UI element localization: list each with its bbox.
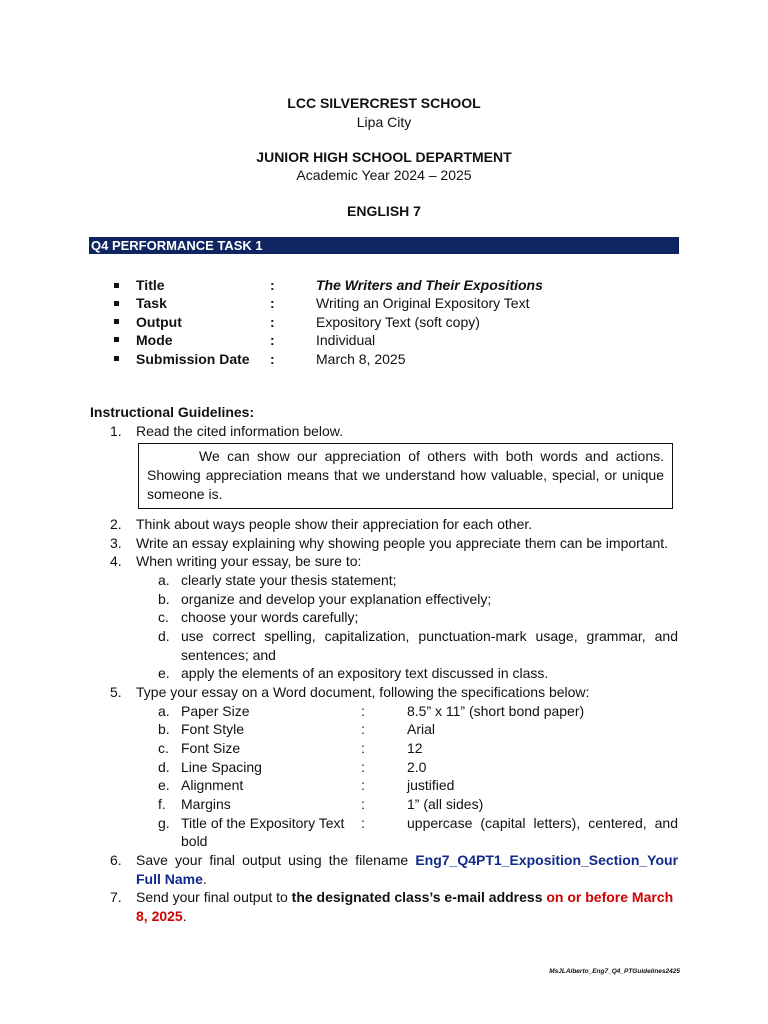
subject-title: ENGLISH 7 xyxy=(347,203,421,219)
spec-letter: f. xyxy=(158,796,166,812)
detail-label: Output xyxy=(136,314,182,330)
spec-separator: : xyxy=(361,777,365,793)
spec-letter: g. xyxy=(158,815,170,831)
bullet-icon xyxy=(114,351,122,359)
spec-label: Paper Size xyxy=(181,703,250,719)
step-text: Type your essay on a Word document, following the specifications below: xyxy=(136,684,590,700)
spec-label: Margins xyxy=(181,796,231,812)
sub-item-text: choose your words carefully; xyxy=(181,609,359,625)
spec-value: Arial xyxy=(407,721,436,737)
spec-value: 8.5” x 11” (short bond paper) xyxy=(407,703,585,719)
detail-value: March 8, 2025 xyxy=(316,351,406,367)
school-city: Lipa City xyxy=(356,114,412,130)
spec-letter: a. xyxy=(158,703,170,719)
spec-separator: : xyxy=(361,815,365,831)
bullet-icon xyxy=(114,278,122,286)
detail-label: Submission Date xyxy=(136,351,250,367)
spec-value: 1” (all sides) xyxy=(407,796,484,812)
detail-separator: : xyxy=(270,332,275,348)
step-text: Think about ways people show their appreciation for each other. xyxy=(136,516,533,532)
bullet-icon xyxy=(114,332,122,340)
sub-item-text: use correct spelling, capitalization, punctuation-mark usage, grammar, and xyxy=(181,628,678,644)
guidelines-heading: Instructional Guidelines: xyxy=(90,404,255,420)
footer-filename: MsJLAlberto_Eng7_Q4_PTGuidelines2425 xyxy=(549,968,680,975)
spec-letter: e. xyxy=(158,777,170,793)
spec-separator: : xyxy=(361,740,365,756)
sub-item-text: apply the elements of an expository text discussed in class. xyxy=(181,665,549,681)
spec-label: Font Size xyxy=(181,740,241,756)
sub-letter: d. xyxy=(158,628,170,644)
step-6-text: Save your final output using the filename xyxy=(136,852,409,868)
spec-letter: c. xyxy=(158,740,169,756)
bullet-icon xyxy=(114,314,122,322)
step-text xyxy=(136,851,678,870)
step-number: 3. xyxy=(110,535,122,551)
spec-separator: : xyxy=(361,759,365,775)
deadline-part-1: on or before March xyxy=(546,889,674,905)
step-number: 6. xyxy=(110,852,122,868)
sub-letter: c. xyxy=(158,609,169,625)
spec-value: uppercase (capital letters), centered, and xyxy=(407,815,678,831)
step-number: 7. xyxy=(110,889,122,905)
sub-letter: e. xyxy=(158,665,170,681)
email-emphasis: the designated class’s e-mail address xyxy=(291,889,543,905)
step-7-text: Send your final output to xyxy=(136,889,288,905)
sub-letter: a. xyxy=(158,572,170,588)
detail-value: Writing an Original Expository Text xyxy=(316,295,530,311)
step-6-end: . xyxy=(202,871,207,887)
detail-separator: : xyxy=(270,314,275,330)
school-name: LCC SILVERCREST SCHOOL xyxy=(287,95,481,111)
spec-letter: b. xyxy=(158,721,170,737)
spec-separator: : xyxy=(361,703,365,719)
sub-item-text: sentences; and xyxy=(181,647,276,663)
detail-value: Individual xyxy=(316,332,376,348)
department-name: JUNIOR HIGH SCHOOL DEPARTMENT xyxy=(256,149,512,165)
spec-label: Font Style xyxy=(181,721,245,737)
spec-letter: d. xyxy=(158,759,170,775)
detail-separator: : xyxy=(270,277,275,293)
spec-label: Line Spacing xyxy=(181,759,262,775)
spec-value-continued: bold xyxy=(181,833,208,849)
sub-letter: b. xyxy=(158,591,170,607)
spec-value: 2.0 xyxy=(407,759,427,775)
detail-separator: : xyxy=(270,295,275,311)
step-text-continued xyxy=(136,870,207,889)
deadline-part-2: 8, 2025 xyxy=(136,908,183,924)
step-text xyxy=(136,888,673,907)
step-text-continued xyxy=(136,907,187,926)
step-number: 5. xyxy=(110,684,122,700)
detail-separator: : xyxy=(270,351,275,367)
step-number: 2. xyxy=(110,516,122,532)
spec-separator: : xyxy=(361,721,365,737)
spec-value: 12 xyxy=(407,740,423,756)
step-text: Write an essay explaining why showing people you appreciate them can be important. xyxy=(136,535,669,551)
filename-part-2: Full Name xyxy=(136,871,203,887)
detail-label: Title xyxy=(136,277,165,293)
academic-year: Academic Year 2024 – 2025 xyxy=(296,167,472,183)
detail-label: Mode xyxy=(136,332,173,348)
detail-label: Task xyxy=(136,295,167,311)
sub-item-text: clearly state your thesis statement; xyxy=(181,572,397,588)
spec-label: Alignment xyxy=(181,777,244,793)
step-text: Read the cited information below. xyxy=(136,423,344,439)
step-7-end: . xyxy=(182,908,187,924)
detail-value: Expository Text (soft copy) xyxy=(316,314,480,330)
quote-box xyxy=(138,443,673,509)
sub-item-text: organize and develop your explanation effectively; xyxy=(181,591,492,607)
step-text: When writing your essay, be sure to: xyxy=(136,553,362,569)
step-number: 1. xyxy=(110,423,122,439)
filename-part-1: Eng7_Q4PT1_Exposition_Section_Your xyxy=(415,852,679,868)
task-banner: Q4 PERFORMANCE TASK 1 xyxy=(89,237,679,254)
bullet-icon xyxy=(114,296,122,304)
spec-label: Title of the Expository Text xyxy=(181,815,345,831)
step-number: 4. xyxy=(110,553,122,569)
detail-value: The Writers and Their Expositions xyxy=(316,277,543,293)
spec-separator: : xyxy=(361,796,365,812)
quote-text: We can show our appreciation of others with both words and actions. Showing appreciation means that we understand how valuable, special, or unique someone is. xyxy=(147,448,664,502)
spec-value: justified xyxy=(407,777,455,793)
